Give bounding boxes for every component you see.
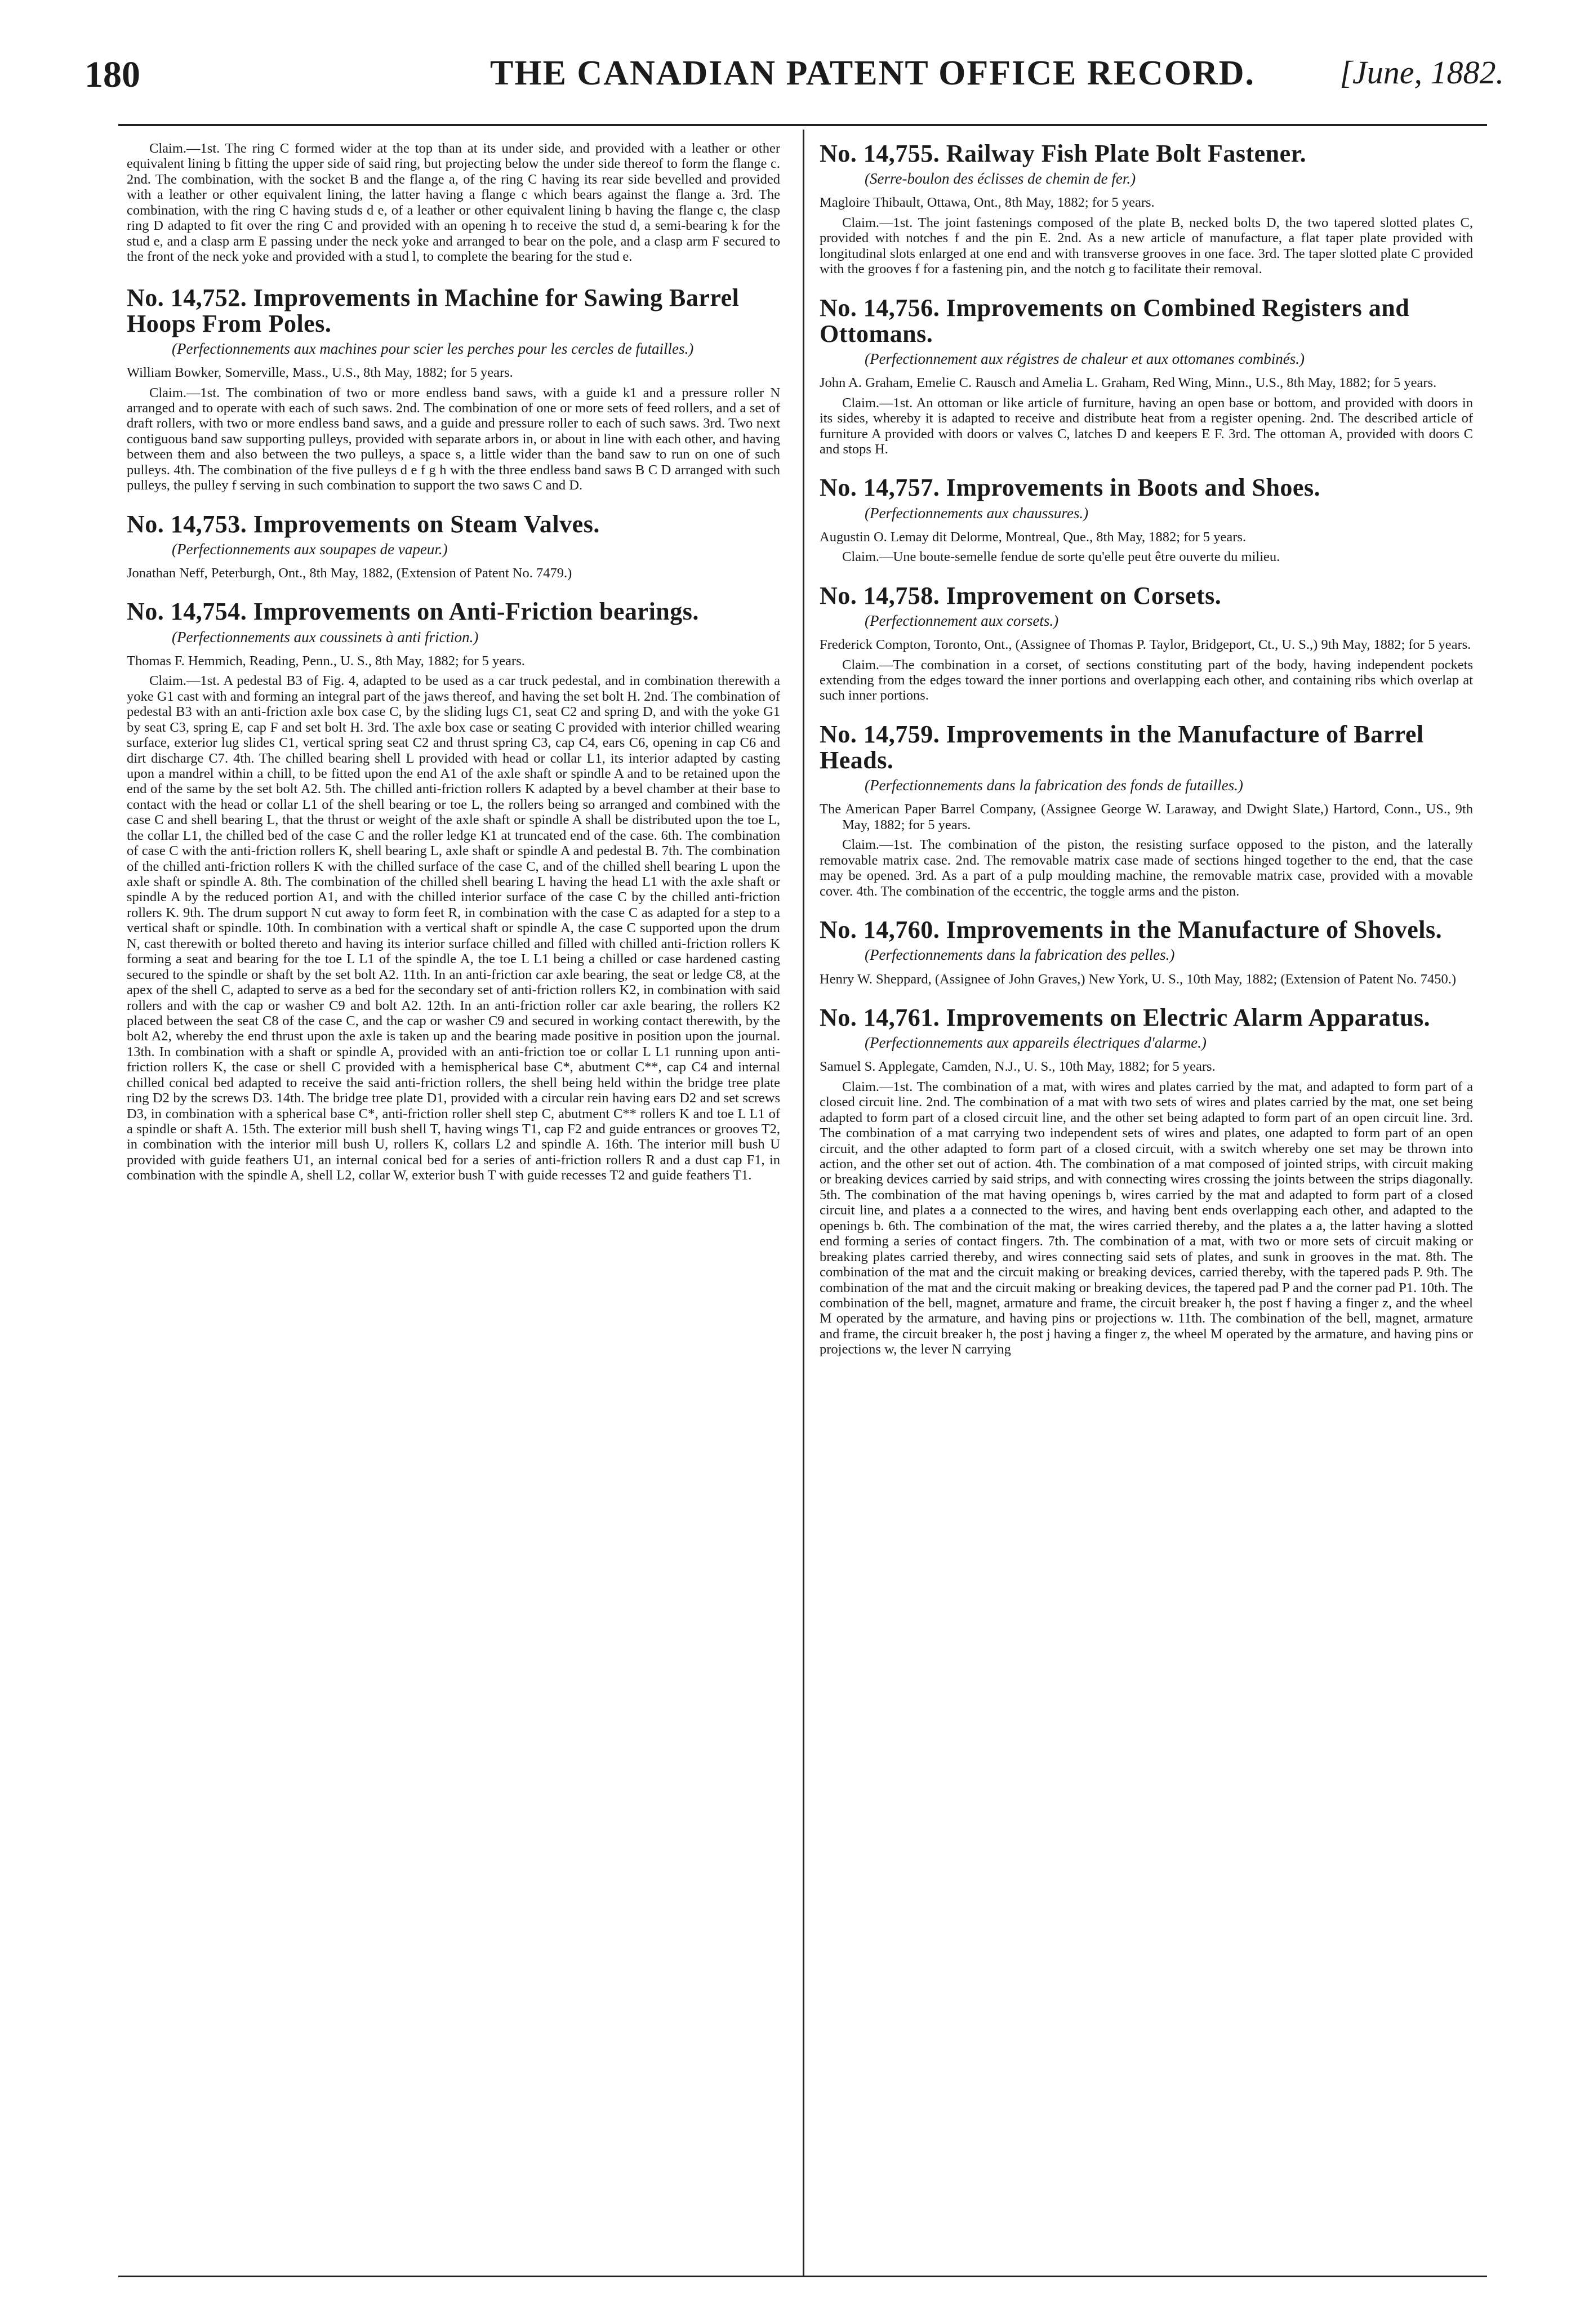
french-title: (Perfectionnements aux coussinets à anti friction.) <box>172 628 479 645</box>
patent-title: Improvements on Electric Alarm Apparatus. <box>946 1003 1431 1031</box>
journal-title: THE CANADIAN PATENT OFFICE RECORD. <box>490 54 1256 92</box>
patentee: Magloire Thibault, Ottawa, Ont., 8th May, 1882; for 5 years. <box>820 195 1155 211</box>
claim-text: Claim.—1st. A pedestal B3 of Fig. 4, adapted to be used as a car truck pedestal, and in combination therewith a yoke G1 cast with and forming an integral part of the jaws thereof, and having the set bolt H. 2nd. The combination of pedestal B3 with an anti-friction axle box case C, by the sliding lugs C1, seat C2 and spring D, and with the yoke G1 by seat C3, spring E, cap F and set bolt H. 3rd. The axle box case or seating C provided with interior chilled wearing surface, exterior lug slides C1, vertical spring seat C2 and thrust spring C3, cap C4, ears C6, opening in cap C6 and dirt discharge C7. 4th. The chilled bearing shell L provided with head or collar L1, its interior adapted by casting upon a mandrel within a chill, to be fitted upon the end A1 of the axle shaft or spindle A and to be retained upon the end of the same by the set bolt A2. 5th. The chilled anti-friction rollers K adapted by a bevel chamber at their base to contact with the head or collar L1 of the shell bearing or toe L, the rollers being so arranged and combined with the case C and shell bearing L, that the thrust or weight of the axle shaft or spindle A shall be distributed upon the toe L, the collar L1, the chilled bed of the case C and the roller ledge K1 at truncated end of the case. 6th. The combination of case C with the anti-friction rollers K, shell bearing L, axle shaft or spindle A and pedestal B. 7th. The combination of the chilled anti-friction rollers K with the chilled surface of the case C, and of the chilled shell bearing L upon the axle shaft or spindle A. 8th. The combination of the chilled shell bearing L having the head L1 with the axle shaft or spindle A by the reduced portion A1, and with the chilled interior surface of the case C by the chilled anti-friction rollers K. 9th. The drum support N cut away to form feet R, in combination with the case C as adapted for a step to a vertical shaft or spindle. 10th. In combination with a vertical shaft or spindle A, the case C supported upon the drum N, cast therewith or bolted thereto and having its interior surface chilled and filled with chilled anti-friction rollers K forming a seat and bearing for the toe L L1 of the spindle A, the toe L L1 being a chilled or case hardened casting secured to the spindle or shaft by the set bolt A2. 11th. In an anti-friction car axle bearing, the seat or ledge C8, at the apex of the shell C, adapted to serve as a bed for the secondary set of anti-friction rollers K2, in combination with said rollers and with the cap or washer C9 and bolt A2. 12th. In an anti-friction roller car axle bearing, the rollers K2 placed between the seat C8 of the case C, and the cap or washer C9 and secured in working contact therewith, by the bolt A2, whereby the end thrust upon the axle is taken up and the bearing made positive in position upon the journal. 13th. In combination with a shaft or spindle A, provided with an anti-friction toe or collar L L1 running upon anti-friction rollers K, the case or shell C provided with a hemispherical base C*, abutment C**, cap C4 and internal chilled conical bed adapted to receive the said anti-friction rollers, the shell being held within the bridge tree plate ring D2 by the screws D3. 14th. The bridge tree plate D1, provided with a circular rein having ears D2 and set screws D3, in combination with a spherical base C*, anti-friction roller shell step C, abutment C** rollers K and toe L L1 of a spindle or shaft A. 15th. The exterior mill bush shell T, having wings T1, cap F2 and guide entrances or grooves T2, in combination with the interior mill bush U, rollers K, collars L2 and spindle A. 16th. The interior mill bush U provided with guide feathers U1, an internal conical bed for a series of anti-friction rollers R and a dust cap F1, in combination with the spindle A, shell L2, collar W, exterior bush T with guide recesses T2 and guide feathers T1. <box>127 673 780 1183</box>
page-header <box>84 54 1504 121</box>
patent-heading <box>127 285 780 337</box>
patentee: Augustin O. Lemay dit Delorme, Montreal, Que., 8th May, 1882; for 5 years. <box>820 529 1247 545</box>
patent-title: Improvements on Anti-Friction bearings. <box>253 598 699 626</box>
patent-title: Improvements in the Manufacture of Shovels. <box>946 916 1443 944</box>
french-title: (Perfectionnements aux soupapes de vapeur.) <box>172 540 448 558</box>
right-column <box>820 141 1473 2270</box>
patent-number: No. 14,759. <box>820 720 940 748</box>
patent-heading <box>820 722 1473 773</box>
patent-title: Improvements in the Manufacture of Barrel Heads. <box>820 720 1424 774</box>
bottom-rule <box>118 2276 1487 2277</box>
patent-number: No. 14,757. <box>820 474 940 502</box>
patent-entry-14760 <box>820 917 1473 987</box>
patent-entry-14752 <box>127 285 780 493</box>
patent-number: No. 14,760. <box>820 916 940 944</box>
patentee: Henry W. Sheppard, (Assignee of John Graves,) New York, U. S., 10th May, 1882; (Extension of Patent No. 7450.) <box>820 971 1457 987</box>
french-title: (Perfectionnements aux machines pour scier les perches pour les cercles de futailles.) <box>172 340 694 357</box>
patent-title: Improvements on Steam Valves. <box>253 510 600 538</box>
left-column <box>127 141 780 2270</box>
claim-text: Claim.—1st. The joint fastenings composed of the plate B, necked bolts D, the two tapered slotted plates C, provided with notches f and the pin E. 2nd. As a new article of manufacture, a flat taper plate provided with longitudinal slots enlarged at one end and with transverse grooves in one face. 3rd. The taper slotted plate C provided with the grooves f for a fastening pin, and the notch g to facilitate their removal. <box>820 215 1473 277</box>
french-title: (Perfectionnements dans la fabrication des pelles.) <box>865 946 1175 964</box>
patent-heading <box>127 511 780 537</box>
patentee: John A. Graham, Emelie C. Rausch and Amelia L. Graham, Red Wing, Minn., U.S., 8th May, 1882; for 5 years. <box>820 375 1437 391</box>
patent-heading <box>820 475 1473 501</box>
patentee: Thomas F. Hemmich, Reading, Penn., U. S., 8th May, 1882; for 5 years. <box>127 653 525 669</box>
patent-entry-14758 <box>820 583 1473 704</box>
patentee: Frederick Compton, Toronto, Ont., (Assignee of Thomas P. Taylor, Bridgeport, Ct., U. S.,) 9th May, 1882; for 5 years. <box>820 637 1471 653</box>
column-divider <box>803 130 804 2276</box>
french-title: (Perfectionnements aux appareils électriques d'alarme.) <box>865 1034 1207 1052</box>
patent-heading <box>127 599 780 625</box>
claim-text: Claim.—Une boute-semelle fendue de sorte qu'elle peut être ouverte du milieu. <box>842 549 1280 565</box>
issue-date: [June, 1882. <box>1339 54 1504 91</box>
claim-text: Claim.—1st. The combination of the piston, the resisting surface opposed to the piston, and the laterally removable matrix case. 2nd. The removable matrix case made of sections hinged together to the end, that the case may be opened. 3rd. As a part of a pulp moulding machine, the removable matrix case, provided with a movable cover. 4th. The combination of the eccentric, the toggle arms and the piston. <box>820 837 1473 899</box>
patent-title: Improvements in Machine for Sawing Barrel Hoops From Poles. <box>127 283 740 337</box>
patent-entry-14755 <box>820 141 1473 277</box>
patent-entry-14754 <box>127 599 780 1183</box>
patentee: Jonathan Neff, Peterburgh, Ont., 8th May, 1882, (Extension of Patent No. 7479.) <box>127 566 572 581</box>
patent-title: Improvements in Boots and Shoes. <box>946 474 1321 502</box>
page-number: 180 <box>84 54 140 95</box>
claim-text: Claim.—1st. An ottoman or like article of furniture, having an open base or bottom, and provided with doors in its sides, whereby it is adapted to receive and distribute heat from a register opening. 2nd. The described article of furniture A provided with doors or valves C, latches D and keepers E F. 3rd. The ottoman A, provided with doors C and stops H. <box>820 395 1473 457</box>
patent-entry-14753 <box>127 511 780 581</box>
patent-heading <box>820 141 1473 167</box>
patent-heading <box>820 917 1473 943</box>
claim-text: Claim.—The combination in a corset, of sections constituting part of the body, having independent pockets extending from the edges toward the inner portions and overlapping each other, and containing ribs which overlap at such inner portions. <box>820 657 1473 704</box>
patent-heading <box>820 295 1473 347</box>
french-title: (Perfectionnements dans la fabrication des fonds de futailles.) <box>865 777 1243 794</box>
top-rule <box>118 124 1487 126</box>
patent-entry-14759 <box>820 722 1473 899</box>
french-title: (Perfectionnements aux chaussures.) <box>865 504 1089 522</box>
patent-number: No. 14,758. <box>820 581 940 609</box>
patent-title: Railway Fish Plate Bolt Fastener. <box>946 141 1307 167</box>
claim-text: Claim.—1st. The combination of two or more endless band saws, with a guide k1 and a pressure roller N arranged and to operate with each of such saws. 2nd. The combination of one or more sets of feed rollers, and a set of draft rollers, with two or more endless band saws, and a guide and pressure roller to each of such saws. 3rd. Two next contiguous band saw supporting pulleys, provided with separate arbors in, or about in line with each other, and having between them and also between the two pulleys, a space s, a little wider than the band saw to run on one of such pulleys. 4th. The combination of the five pulleys d e f g h with the three endless band saws B C D arranged with such pulleys, the pulley f serving in such combination to support the two saws C and D. <box>127 385 780 493</box>
patent-title: Improvements on Combined Registers and Ottomans. <box>820 293 1410 348</box>
patentee: Samuel S. Applegate, Camden, N.J., U. S., 10th May, 1882; for 5 years. <box>820 1059 1216 1075</box>
patentee: William Bowker, Somerville, Mass., U.S., 8th May, 1882; for 5 years. <box>127 365 513 381</box>
patent-entry-14761 <box>820 1005 1473 1357</box>
french-title: (Serre-boulon des éclisses de chemin de fer.) <box>865 170 1136 188</box>
patent-entry-14756 <box>820 295 1473 457</box>
patent-number: No. 14,754. <box>127 598 247 626</box>
patent-number: No. 14,753. <box>127 510 247 538</box>
french-title: (Perfectionnement aux corsets.) <box>865 612 1059 629</box>
patent-heading <box>820 583 1473 609</box>
claim-text: Claim.—1st. The combination of a mat, with wires and plates carried by the mat, and adapted to form part of a closed circuit line. 2nd. The combination of a mat with two sets of wires and plates carried by the mat, one set being adapted to form part of a closed circuit line, and the other set being adapted to form part of an open circuit line. 3rd. The combination of a mat carrying two independent sets of wires and plates, one adapted to form part of an open circuit, and the other adapted to form part of a closed circuit, with a switch whereby one set may be thrown into action, and the other set out of action. 4th. The combination of a mat composed of jointed strips, with circuit making or breaking devices carried by said strips, and with connecting wires crossing the joints between the strips diagonally. 5th. The combination of the mat having openings b, wires carried by the mat and adapted to form part of a closed circuit line, and plates a a connected to the wires, and having bent ends overlapping each other, and adapted to the openings b. 6th. The combination of the mat, the wires carried thereby, and the plates a a, the latter having a slotted end forming a series of contact fingers. 7th. The combination of a mat, with two or more sets of circuit making or breaking plates carried thereby, and wires connecting said sets of plates, and sunk in grooves in the mat. 8th. The combination of the mat and the circuit making or breaking devices, carried thereby, with the tapered pads P. 9th. The combination of the mat and the circuit making or breaking devices, the tapered pad P and the corner pad P1. 10th. The combination of the bell, magnet, armature and frame, the circuit breaker h, the post f having a finger z, and the wheel M operated by the armature, and having pins or projections w. 11th. The combination of the bell, magnet, armature and frame, the circuit breaker h, the post j having a finger z, the wheel M operated by the armature, and having pins or projections w, the lever N carrying <box>820 1079 1473 1357</box>
patent-number: No. 14,752. <box>127 283 247 311</box>
patent-heading <box>820 1005 1473 1031</box>
patentee: The American Paper Barrel Company, (Assignee George W. Laraway, and Dwight Slate,) Hartord, Conn., US., 9th May, 1882; for 5 years. <box>820 802 1473 832</box>
continued-claim: Claim.—1st. The ring C formed wider at the top than at its under side, and provided with a leather or other equivalent lining b fitting the upper side of said ring, but projecting below the under side thereof to form the flange c. 2nd. The combination, with the socket B and the flange a, of the ring C having its rear side bevelled and provided with a leather or other equivalent lining, the latter having a flange c which bears against the flange a. 3rd. The combination, with the ring C having studs d e, of a leather or other equivalent lining b having the flange c, the clasp ring D adapted to fit over the ring C and provided with an opening h to receive the stud d, a semi-bearing k for the stud e, and a clasp arm E passing under the neck yoke and arranged to bear on the pole, and a clasp arm F secured to the front of the neck yoke and provided with a stud l, to complete the bearing for the stud e. <box>127 141 780 265</box>
patent-number: No. 14,756. <box>820 293 940 322</box>
patent-entry-14757 <box>820 475 1473 564</box>
french-title: (Perfectionnement aux régistres de chaleur et aux ottomanes combinés.) <box>865 350 1305 367</box>
patent-number: No. 14,761. <box>820 1003 940 1031</box>
patent-title: Improvement on Corsets. <box>946 581 1222 609</box>
patent-number: No. 14,755. <box>820 141 940 167</box>
